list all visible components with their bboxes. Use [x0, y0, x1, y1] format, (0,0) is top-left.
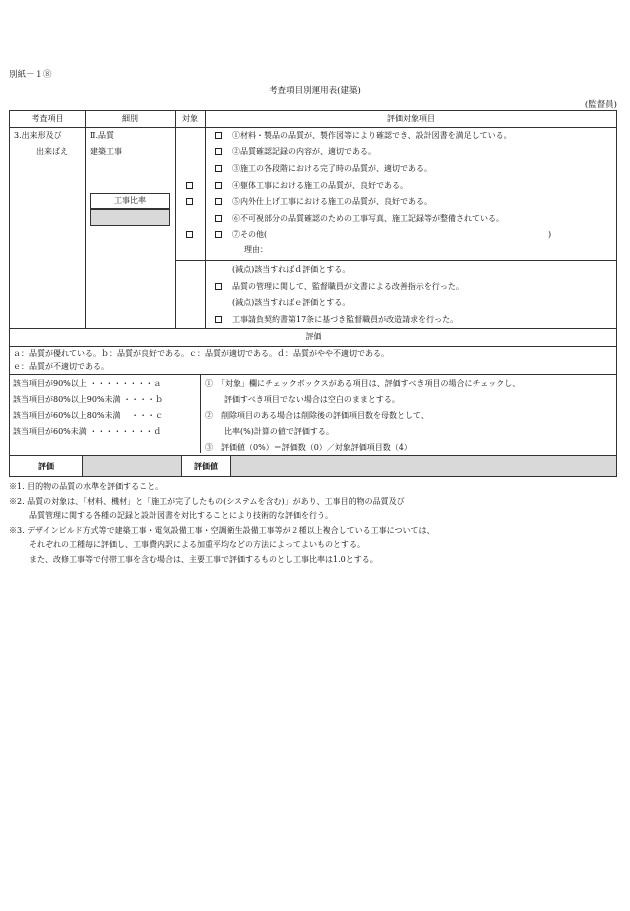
col-header-detail: 細別	[122, 114, 138, 123]
col-header-eval-items: 評価対象項目	[387, 114, 435, 123]
col-header-item: 考査項目	[31, 114, 64, 123]
note-2-cont: 品質管理に関する各種の記録と設計図書を対比することにより技術的な評価を行う。	[29, 511, 333, 520]
deduction-checkbox-1[interactable]	[215, 283, 222, 292]
eval-checkbox-4[interactable]	[215, 182, 222, 191]
reason-label: 理由：	[244, 245, 268, 254]
note-3-cont-2: また、改修工事等で付帯工事を含む場合は、主要工事で評価するものとし工事比率は1.0とする。	[29, 554, 378, 564]
eval-checkbox-3[interactable]	[215, 165, 222, 174]
grade-definitions-2: ｅ：品質が不適切である。	[13, 362, 109, 371]
note-2: ※2. 品質の対象は、「材料、機材」と「施工が完了したもの(システムを含む)」があり、工事目的物の品質及び	[9, 496, 405, 506]
target-checkbox-7[interactable]	[186, 231, 193, 240]
target-checkbox-4[interactable]	[186, 182, 193, 191]
evaluation-table	[9, 110, 617, 477]
eval-item-5: ⑤内外仕上げ工事における施工の品質が、良好である。	[232, 197, 432, 206]
threshold-b: 該当項目が80%以上90%未満 ・・・・ｂ	[13, 395, 164, 404]
eval-item-4: ④躯体工事における施工の品質が、良好である。	[232, 181, 408, 190]
rule-3: ③ 評価値（0%）＝評価数（0）／対象評価項目数（4）	[205, 443, 412, 452]
evaluation-grade-field[interactable]	[82, 455, 182, 477]
footer-value-label: 評価値	[194, 461, 218, 471]
work-ratio-input[interactable]	[90, 209, 170, 226]
footer-eval-label: 評価	[38, 461, 54, 471]
eval-checkbox-5[interactable]	[215, 198, 222, 207]
deduction-e-note: (減点)該当すればｅ評価とする。	[232, 298, 351, 307]
note-3-cont: それぞれの工種毎に評価し、工事費内訳による加重平均などの方法によってよいものとする。	[29, 540, 365, 549]
eval-item-3: ③施工の各段階における完了時の品質が、適切である。	[232, 164, 432, 173]
threshold-a: 該当項目が90%以上 ・・・・・・・・ａ	[13, 379, 162, 388]
evaluation-value-field[interactable]	[230, 455, 617, 477]
deduction-d-note: (減点)該当すればｄ評価とする。	[232, 265, 351, 274]
eval-item-7-close: )	[548, 230, 552, 239]
eval-item-2: ②品質確認記録の内容が、適切である。	[232, 147, 376, 156]
deduction-item-2: 工事請負契約書第17条に基づき監督職員が改造請求を行った。	[232, 315, 459, 324]
eval-item-1: ①材料・製品の品質が、製作図等により確認でき、設計図書を満足している。	[232, 131, 512, 140]
document-ref: 別紙－１⑧	[9, 70, 52, 80]
rule-2-cont: 比率(%)計算の値で評価する。	[224, 427, 334, 436]
rule-1: ① 「対象」欄にチェックボックスがある項目は、評価すべき項目の場合にチェックし、	[205, 379, 521, 388]
role-label: (監督員)	[584, 100, 617, 110]
detail-line2: 建築工事	[90, 147, 122, 156]
eval-item-6: ⑥不可視部分の品質確認のための工事写真、施工記録等が整備されている。	[232, 214, 504, 223]
deduction-item-1: 品質の管理に関して、監督職員が文書による改善指示を行った。	[232, 282, 464, 291]
grade-definitions-1: ａ：品質が優れている。ｂ：品質が良好である。ｃ：品質が適切である。ｄ：品質がやや不適切である。	[13, 349, 389, 358]
evaluation-heading: 評価	[305, 332, 322, 341]
eval-item-7-other: ⑦その他(	[232, 230, 268, 239]
target-checkbox-5[interactable]	[186, 198, 193, 207]
work-ratio-label: 工事比率	[90, 193, 170, 209]
item-name-line1: 3.出来形及び	[14, 131, 62, 140]
detail-line1: Ⅱ.品質	[90, 131, 114, 140]
footnotes	[9, 480, 434, 567]
note-1: ※1. 目的物の品質の水準を評価すること。	[9, 482, 164, 491]
item-name-line2: 出来ばえ	[36, 147, 68, 156]
rule-1-cont: 評価すべき項目でない場合は空白のままとする。	[224, 395, 400, 404]
eval-checkbox-2[interactable]	[215, 148, 222, 157]
page-title: 考査項目別運用表(建築)	[269, 86, 361, 96]
threshold-d: 該当項目が60%未満 ・・・・・・・・ｄ	[13, 427, 162, 436]
note-3: ※3. デザインビルド方式等で建築工事・電気設備工事・空調衛生設備工事等が２種以上複合している工事については、	[9, 525, 435, 535]
threshold-c: 該当項目が60%以上80%未満 ・・・ｃ	[13, 411, 164, 420]
rule-2: ② 削除項目のある場合は削除後の評価項目数を母数として、	[205, 411, 429, 420]
eval-checkbox-1[interactable]	[215, 132, 222, 141]
col-header-target: 対象	[182, 114, 198, 123]
eval-checkbox-7[interactable]	[215, 231, 222, 240]
eval-checkbox-6[interactable]	[215, 215, 222, 224]
deduction-checkbox-2[interactable]	[215, 316, 222, 325]
